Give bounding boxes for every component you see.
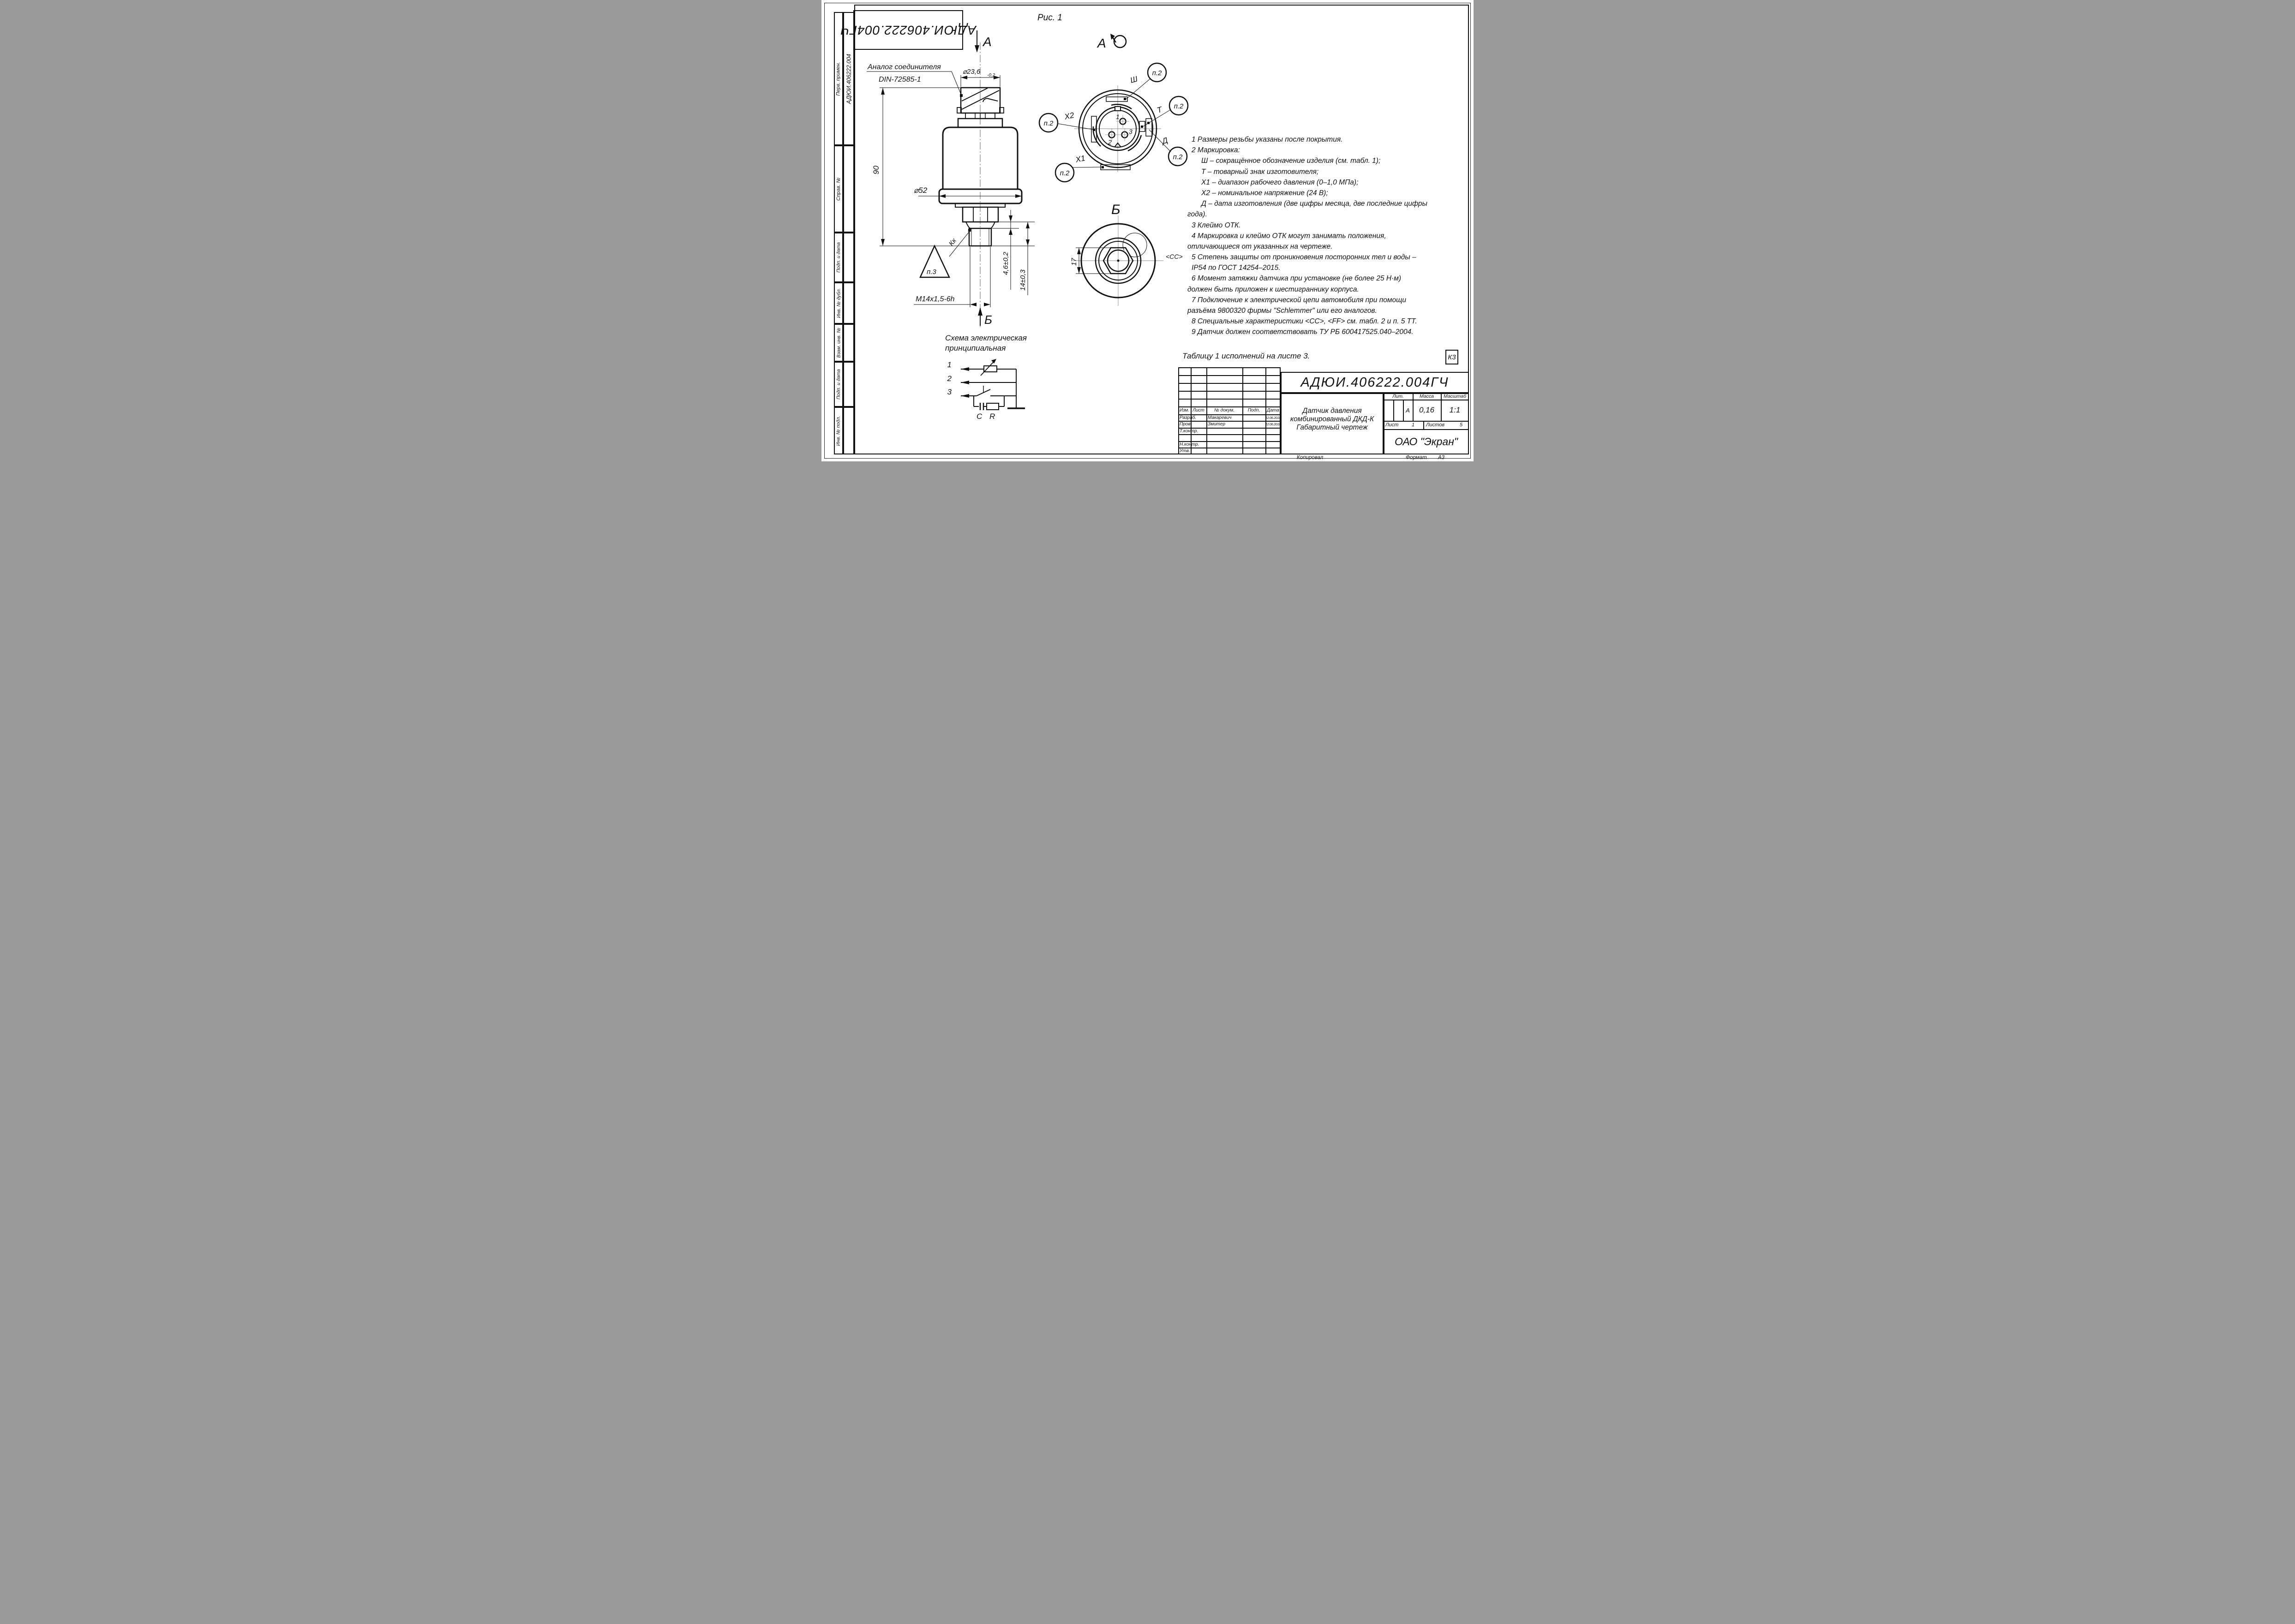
mirrored-stamp-text: АДЮИ.406222.004ГЧ [840, 23, 977, 37]
balloon-d-text: п.2 [1173, 153, 1183, 161]
k3-badge [1445, 350, 1458, 364]
view-b [1073, 215, 1163, 306]
sidebar-label-sprav: Справ. № [836, 177, 841, 201]
col-header-doc: № докум. [1214, 408, 1235, 413]
dim-connector-label: ⌀23,6 [963, 68, 981, 76]
drawing-sheet [821, 0, 1474, 461]
schematic-pin2: 2 [947, 374, 952, 383]
row-prov-date: 12.06.2018 [1265, 422, 1281, 426]
table-reference-note: Таблицу 1 исполнений на листе 3. [1182, 352, 1310, 360]
mark-t-label: Т [1156, 105, 1163, 115]
sidebar-label-podp1: Подп. и дата [836, 242, 842, 273]
grid-line [1423, 421, 1424, 429]
copied-label: Копировал [1297, 455, 1324, 460]
grid-line [1393, 400, 1394, 421]
view-b-dim-hex: 17 [1070, 258, 1078, 266]
sheets-label: Листов [1426, 422, 1445, 428]
mass-header: Масса [1419, 394, 1434, 399]
view-a [1039, 34, 1188, 182]
note-line: 1 Размеры резьбы указаны после покрытия. [1192, 136, 1343, 143]
schematic-res-label: R [989, 412, 995, 421]
schematic-cap-label: C [977, 412, 983, 421]
row-razrab-name: Макаревич [1208, 415, 1232, 420]
note-line: 8 Специальные характеристики <СС>, <FF> см. табл. 2 и п. 5 ТТ. [1192, 317, 1417, 326]
note-line: 3 Клеймо ОТК. [1192, 221, 1241, 229]
view-a-arrow-label: А [983, 35, 992, 49]
note-line: Х2 – номинальное напряжение (24 В); [1201, 189, 1328, 197]
cc-margin-marker: <СС> [1166, 253, 1183, 260]
sidebar-label-perv-primen: Перв. примен. [836, 61, 841, 96]
note-line: отличающиеся от указанных на чертеже. [1187, 242, 1333, 251]
note-line: 2 Маркировка: [1192, 146, 1240, 155]
schematic [961, 359, 1025, 410]
note-line: 6 Момент затяжки датчика при установке (не более 25 Н·м) [1192, 275, 1402, 283]
view-a-title: А [1097, 36, 1106, 50]
sidebar-label-vzam: Взам. инв. № [836, 328, 842, 358]
resistor [987, 403, 999, 410]
view-b-title: Б [1111, 202, 1121, 217]
balloon-x1-text: п.2 [1060, 169, 1070, 177]
schematic-title-line2: принципиальная [945, 344, 1006, 352]
lit-header: Лит. [1392, 394, 1404, 399]
format-label: Формат [1406, 455, 1427, 460]
mass-value: 0,16 [1419, 406, 1435, 414]
note-line: Ш – сокращённое обозначение изделия (см. табл. 1); [1201, 157, 1381, 165]
note-line: Д – дата изготовления (две цифры месяца, две последние цифры [1201, 200, 1427, 208]
product-name-line2: комбинированный ДКД-К [1290, 415, 1374, 423]
row-prov-role: Пров. [1180, 422, 1192, 427]
dim-flange-label: ⌀52 [914, 186, 928, 195]
front-view [867, 30, 1035, 328]
view-a-pin1-label: 1 [1116, 113, 1120, 120]
sheet-label: Лист [1385, 422, 1399, 428]
note-line: Т – товарный знак изготовителя; [1201, 167, 1319, 176]
view-b-arrowhead [978, 307, 983, 316]
balloon-t-text: п.2 [1174, 102, 1184, 110]
row-prov-name: Змитер [1208, 422, 1226, 427]
notes-block [1187, 134, 1467, 338]
product-name-line1: Датчик давления [1302, 407, 1362, 415]
marking-plate-d [1146, 119, 1152, 136]
sidebar-label-inv-podl: Инв. № подл. [836, 415, 841, 446]
product-name-cell [1281, 393, 1384, 454]
balloon-x2-text: п.2 [1043, 119, 1054, 127]
variable-resistor [984, 366, 997, 372]
mark-d-label: Д [1161, 136, 1169, 146]
note-line: должен быть приложен к шестиграннику корпуса. [1187, 285, 1359, 293]
doc-number-text: АДЮИ.406222.004ГЧ [1300, 375, 1449, 390]
figure-label: Рис. 1 [1037, 13, 1062, 23]
view-a-arrowhead [975, 45, 979, 53]
product-name-line3: Габаритный чертеж [1296, 424, 1368, 431]
note-line: разъёма 9800320 фирмы "Schlemmer" или его аналогов. [1187, 307, 1377, 315]
note-line: года). [1187, 210, 1207, 219]
row-tkontr-role: Т.контр. [1180, 428, 1198, 434]
col-header-data: Дата [1267, 408, 1279, 413]
company-cell: ОАО "Экран" [1394, 436, 1458, 448]
scale-header: Масштаб [1443, 394, 1467, 399]
sheets-value: 5 [1459, 422, 1463, 428]
col-header-podp: Подп. [1247, 408, 1260, 413]
schematic-title-line1: Схема электрическая [945, 334, 1027, 342]
mark-x2-label: Х2 [1063, 111, 1075, 121]
scale-value: 1:1 [1449, 406, 1461, 414]
sidebar-label-inv-dubl: Инв. № дубл. [836, 288, 842, 318]
mark-x1-label: Х1 [1074, 154, 1086, 164]
mark-sh-label: Ш [1129, 74, 1139, 85]
otk-triangle-label: п.3 [927, 268, 936, 276]
view-a-pin3-label: 3 [1129, 128, 1133, 135]
dim-height-label: 90 [872, 166, 881, 174]
row-utv-role: Утв. [1180, 448, 1190, 454]
connector-analog-line1: Аналог соединителя [868, 63, 941, 71]
doc-number-cell [1281, 372, 1469, 393]
note-line: IP54 по ГОСТ 14254–2015. [1192, 264, 1281, 272]
row-nkontr-role: Н.контр. [1180, 442, 1199, 447]
col-header-list: Лист [1192, 408, 1204, 413]
grid-line [1178, 375, 1281, 376]
balloon-sh-text: п.2 [1152, 69, 1162, 77]
note-line: 5 Степень защиты от проникновения посторонних тел и воды – [1192, 253, 1416, 262]
row-razrab-role: Разраб. [1180, 415, 1197, 420]
sheet-value: 1 [1411, 422, 1415, 428]
schematic-pin3: 3 [947, 388, 952, 396]
dim-connector-tol: -0,2 [987, 73, 995, 78]
note-line: Х1 – диапазон рабочего давления (0–1,0 МПа); [1201, 178, 1359, 186]
view-b-arrow-label: Б [984, 313, 992, 327]
dim-thread-len-label: 14±0,3 [1019, 269, 1027, 291]
sidebar-value-doc-number: АДЮИ.406222.004 [845, 54, 852, 104]
format-value: А3 [1438, 455, 1445, 460]
lit-value: А [1406, 406, 1410, 414]
schematic-pin1: 1 [947, 360, 952, 369]
otk-mark-square [968, 229, 971, 232]
dim-thread-label: M14x1,5-6h [916, 295, 955, 303]
k3-badge-text: К3 [1448, 353, 1456, 361]
grid-line [1178, 399, 1281, 400]
connector-slot [983, 98, 998, 102]
note-line: 4 Маркировка и клеймо ОТК могут занимать положения, [1192, 232, 1386, 240]
dim-step-label: 4,6±0,2 [1002, 252, 1010, 275]
row-razrab-date: 12.06.2018 [1265, 415, 1281, 420]
sidebar-label-podp2: Подп. и дата [836, 369, 842, 400]
grid-line [1178, 391, 1281, 392]
note-line: 7 Подключение к электрической цепи автомобиля при помощи [1192, 296, 1406, 304]
grid-line [1178, 434, 1281, 435]
section-mark-label: Кк [947, 237, 958, 248]
grid-line [1178, 383, 1281, 384]
view-a-pin2-label: 2 [1108, 138, 1112, 146]
connector-analog-line2: DIN-72585-1 [879, 76, 921, 84]
col-header-izm: Изм. [1179, 408, 1190, 413]
note-line: 9 Датчик должен соответствовать ТУ РБ 600417525.040–2004. [1192, 328, 1414, 336]
hex-nut [963, 207, 998, 222]
